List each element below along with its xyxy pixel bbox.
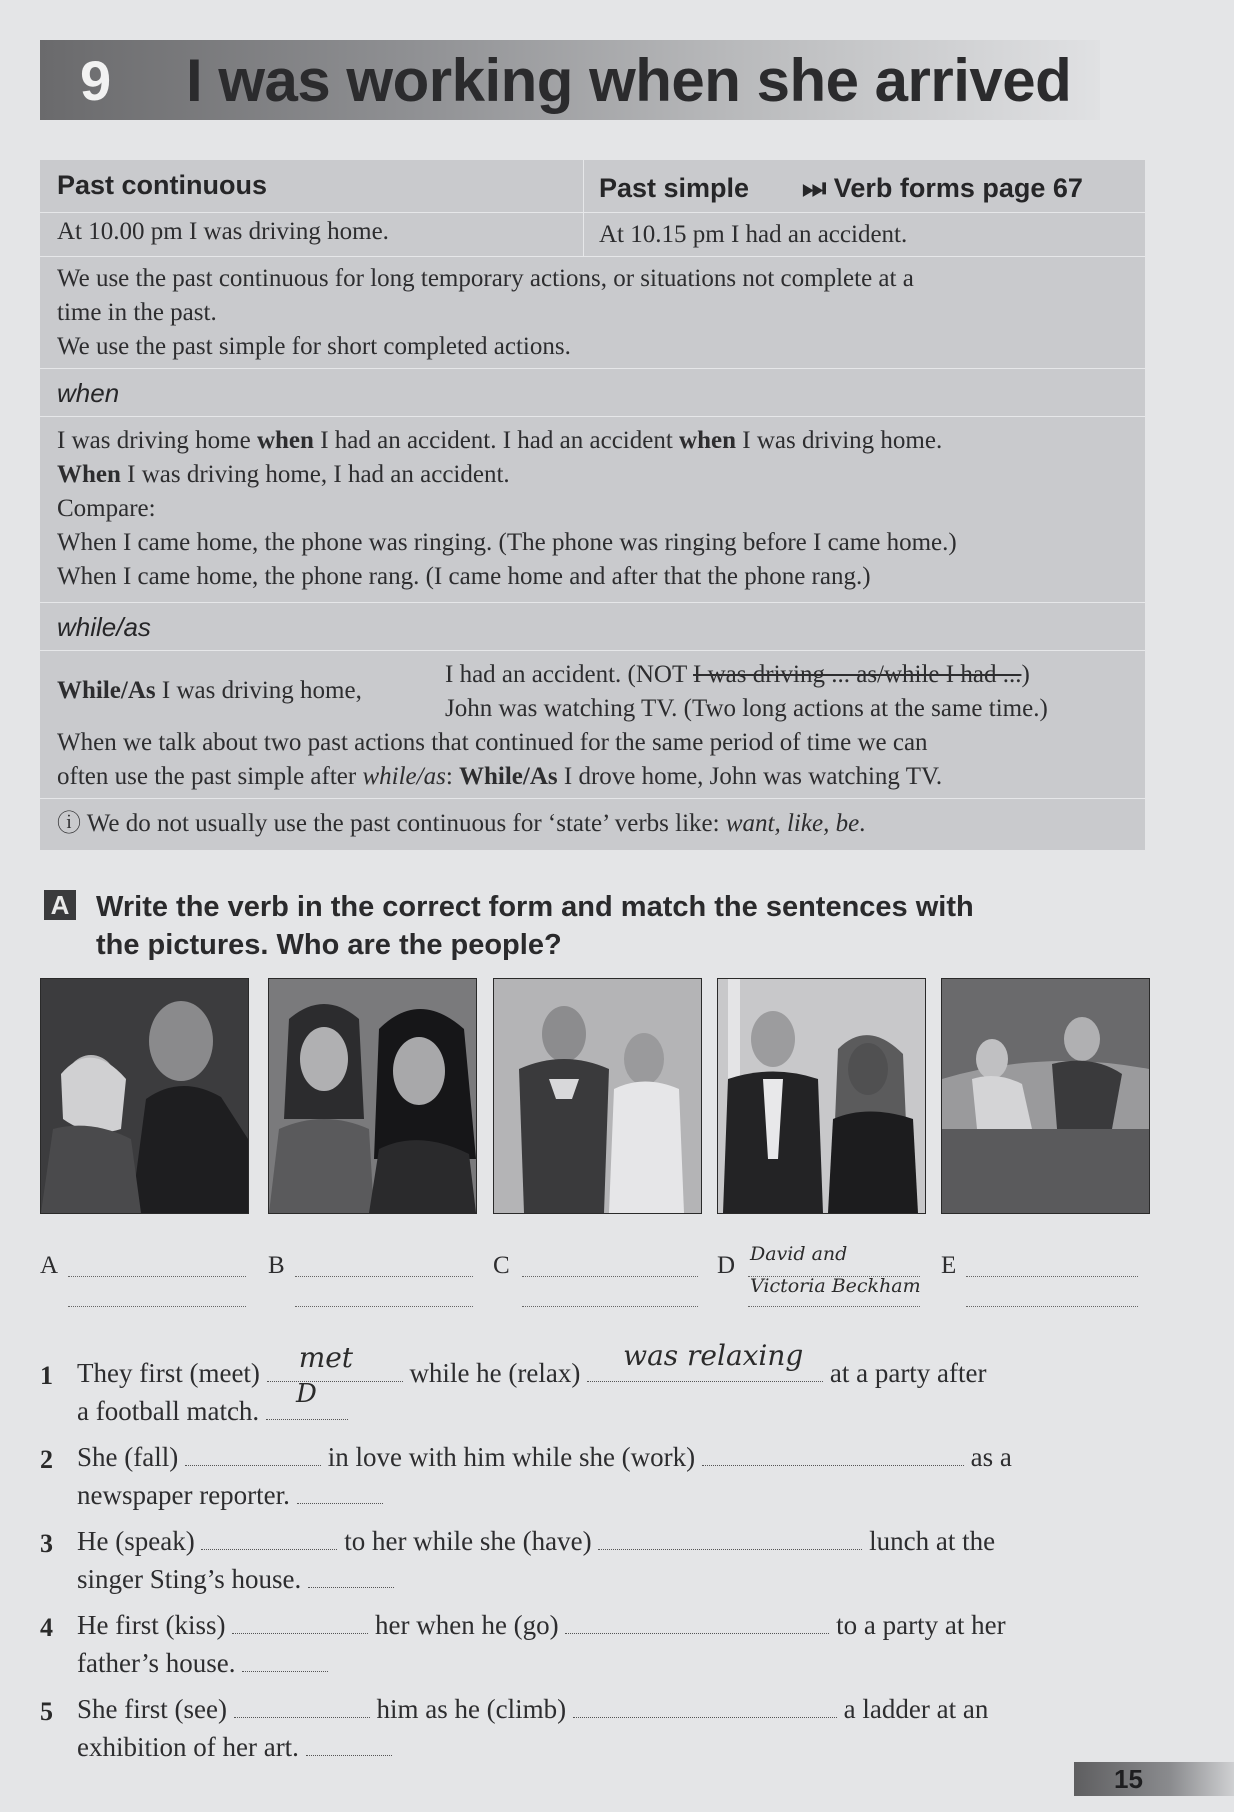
photo-b bbox=[268, 978, 477, 1214]
exercise-instruction bbox=[96, 888, 1146, 964]
note-line bbox=[57, 760, 942, 794]
when-heading-row bbox=[40, 368, 1145, 417]
question-text: newspaper reporter. bbox=[77, 1480, 290, 1510]
question-text: She first (see) bbox=[77, 1694, 227, 1724]
whileas-option: John was watching TV. (Two long actions at the same time.) bbox=[445, 695, 1048, 722]
answer-line-e[interactable] bbox=[966, 1276, 1138, 1277]
answer-blank[interactable] bbox=[234, 1695, 370, 1718]
answer-blank[interactable] bbox=[573, 1695, 837, 1718]
compare-example: When I came home, the phone was ringing. (The phone was ringing before I came home.) bbox=[57, 529, 957, 556]
italic-text: while/as bbox=[362, 763, 446, 790]
question-3-line1 bbox=[77, 1526, 995, 1557]
when-line bbox=[57, 458, 957, 492]
unit-title-bar bbox=[40, 40, 1100, 120]
photo-e bbox=[941, 978, 1150, 1214]
whileas-note bbox=[57, 726, 942, 794]
photo-a bbox=[40, 978, 249, 1214]
question-1-line2 bbox=[77, 1379, 348, 1427]
answer-d-line2: Victoria Beckham bbox=[750, 1275, 921, 1297]
question-text: in love with him while she (work) bbox=[327, 1442, 696, 1472]
answer-line-e[interactable] bbox=[966, 1306, 1138, 1307]
info-icon: ⓘ bbox=[57, 810, 81, 837]
when-content-row bbox=[40, 416, 1145, 603]
question-text: exhibition of her art. bbox=[77, 1732, 299, 1762]
answer-line-d[interactable] bbox=[748, 1306, 920, 1307]
picture-match-blank[interactable] bbox=[297, 1481, 383, 1504]
exercise-letter-badge: A bbox=[44, 890, 76, 920]
question-text: to a party at her bbox=[836, 1610, 1006, 1640]
struck-text: I was driving ... as/while I had ... bbox=[693, 661, 1022, 688]
question-text: her when he (go) bbox=[374, 1610, 559, 1640]
answer-line-c[interactable] bbox=[522, 1276, 698, 1277]
answer-label-d: D bbox=[717, 1252, 736, 1279]
answer-line-b[interactable] bbox=[295, 1306, 473, 1307]
whileas-heading-row bbox=[40, 602, 1145, 651]
photo-b-image bbox=[269, 979, 476, 1213]
photo-d bbox=[717, 978, 926, 1214]
answer-line-a[interactable] bbox=[68, 1276, 246, 1277]
question-text: father’s house. bbox=[77, 1648, 236, 1678]
question-text: as a bbox=[970, 1442, 1012, 1472]
note-line: When we talk about two past actions that continued for the same period of time we can bbox=[57, 729, 928, 756]
keyword: When bbox=[57, 461, 121, 488]
grammar-box bbox=[40, 160, 1145, 850]
text: I was driving home. bbox=[736, 427, 943, 454]
question-text: a ladder at an bbox=[843, 1694, 989, 1724]
question-2-line2 bbox=[77, 1480, 383, 1511]
question-text: singer Sting’s house. bbox=[77, 1564, 302, 1594]
handwritten-answer: was relaxing bbox=[623, 1339, 804, 1372]
question-number: 3 bbox=[40, 1529, 53, 1558]
keyword: While/As bbox=[459, 763, 558, 790]
usage-line: We use the past continuous for long temporary actions, or situations not complete at a bbox=[57, 265, 914, 292]
verb-forms-reference: ⏭ Verb forms page 67 bbox=[802, 173, 1083, 203]
picture-match-blank[interactable] bbox=[242, 1649, 328, 1672]
text: I had an accident. (NOT bbox=[445, 661, 694, 688]
answer-blank[interactable] bbox=[201, 1527, 337, 1550]
when-text bbox=[57, 424, 957, 594]
past-simple-heading: Past simple bbox=[599, 173, 750, 203]
answer-blank[interactable] bbox=[185, 1443, 321, 1466]
question-text: He first (kiss) bbox=[77, 1610, 226, 1640]
compare-label: Compare: bbox=[57, 495, 156, 522]
answer-blank[interactable] bbox=[587, 1339, 823, 1382]
answer-label-c: C bbox=[493, 1252, 510, 1279]
keyword: when bbox=[679, 427, 736, 454]
answer-blank[interactable] bbox=[702, 1443, 964, 1466]
question-text: She (fall) bbox=[77, 1442, 179, 1472]
answer-blank[interactable] bbox=[267, 1341, 403, 1382]
text: ) bbox=[1021, 661, 1030, 688]
text: I was driving home, I had an accident. bbox=[120, 461, 510, 488]
when-line bbox=[57, 424, 957, 458]
answer-d-line1: David and bbox=[750, 1243, 848, 1265]
italic-text: want, like, be bbox=[725, 810, 860, 837]
text: I was driving home, bbox=[155, 677, 362, 704]
unit-number: 9 bbox=[80, 48, 112, 112]
answer-blank[interactable] bbox=[598, 1527, 862, 1550]
example-past-continuous: At 10.00 pm I was driving home. bbox=[57, 218, 389, 245]
when-heading: when bbox=[57, 378, 120, 408]
text: . bbox=[859, 810, 866, 837]
question-text: a football match. bbox=[77, 1396, 260, 1426]
text: We do not usually use the past continuous for ‘state’ verbs like: bbox=[81, 810, 726, 837]
question-text: lunch at the bbox=[869, 1526, 996, 1556]
info-row bbox=[40, 798, 1145, 850]
answer-line-a[interactable] bbox=[68, 1306, 246, 1307]
text: often use the past simple after bbox=[57, 763, 363, 790]
question-1-line1 bbox=[77, 1339, 987, 1389]
answer-blank[interactable] bbox=[565, 1611, 829, 1634]
question-number: 2 bbox=[40, 1445, 53, 1474]
question-number: 1 bbox=[40, 1361, 53, 1390]
instruction-line: Write the verb in the correct form and match the sentences with bbox=[96, 891, 974, 923]
photo-c bbox=[493, 978, 702, 1214]
example-past-simple: At 10.15 pm I had an accident. bbox=[599, 221, 908, 248]
question-text: him as he (climb) bbox=[376, 1694, 567, 1724]
question-5-line2 bbox=[77, 1732, 392, 1763]
usage-line: time in the past. bbox=[57, 299, 217, 326]
answer-line-b[interactable] bbox=[295, 1276, 473, 1277]
photo-c-image bbox=[494, 979, 701, 1213]
question-text: to her while she (have) bbox=[344, 1526, 592, 1556]
grammar-head-row bbox=[40, 160, 1145, 213]
whileas-heading: while/as bbox=[57, 612, 151, 642]
photo-a-image bbox=[41, 979, 248, 1213]
keyword: when bbox=[256, 427, 314, 454]
answer-label-b: B bbox=[268, 1252, 285, 1279]
usage-text bbox=[57, 262, 914, 364]
text: I drove home, John was watching TV. bbox=[557, 763, 943, 790]
whileas-options bbox=[445, 658, 1048, 726]
whileas-option bbox=[445, 658, 1048, 692]
answer-blank[interactable] bbox=[232, 1611, 368, 1634]
answer-line-c[interactable] bbox=[522, 1306, 698, 1307]
question-number: 4 bbox=[40, 1613, 53, 1642]
question-text: He (speak) bbox=[77, 1526, 195, 1556]
answer-label-a: A bbox=[40, 1252, 59, 1279]
instruction-line: the pictures. Who are the people? bbox=[96, 929, 562, 961]
picture-match-blank[interactable] bbox=[306, 1733, 392, 1756]
question-text: They first (meet) bbox=[77, 1358, 260, 1388]
keyword: While/As bbox=[57, 677, 156, 704]
info-note bbox=[57, 807, 865, 841]
photo-e-image bbox=[942, 979, 1149, 1213]
question-4-line1 bbox=[77, 1610, 1006, 1641]
text: I had an accident. I had an accident bbox=[313, 427, 680, 454]
question-text: while he (relax) bbox=[409, 1358, 581, 1388]
picture-match-blank[interactable] bbox=[308, 1565, 394, 1588]
handwritten-answer: D bbox=[295, 1379, 317, 1409]
photo-d-image bbox=[718, 979, 925, 1213]
answer-label-e: E bbox=[941, 1252, 957, 1279]
whileas-main bbox=[57, 674, 362, 708]
question-4-line2 bbox=[77, 1648, 328, 1679]
unit-title: I was working when she arrived bbox=[186, 46, 1072, 114]
grammar-example-row bbox=[40, 212, 1145, 257]
question-2-line1 bbox=[77, 1442, 1012, 1473]
question-3-line2 bbox=[77, 1564, 394, 1595]
page-number: 15 bbox=[1114, 1764, 1143, 1794]
handwritten-answer: met bbox=[298, 1341, 354, 1374]
text: I was driving home bbox=[57, 427, 257, 454]
whileas-content-row bbox=[40, 650, 1145, 799]
page-number-tab bbox=[1074, 1762, 1234, 1796]
past-continuous-heading: Past continuous bbox=[57, 170, 268, 200]
usage-line: We use the past simple for short completed actions. bbox=[57, 333, 571, 360]
usage-row bbox=[40, 256, 1145, 369]
picture-match-blank[interactable] bbox=[266, 1379, 348, 1420]
question-text: at a party after bbox=[829, 1358, 987, 1388]
question-5-line1 bbox=[77, 1694, 988, 1725]
compare-example: When I came home, the phone rang. (I came home and after that the phone rang.) bbox=[57, 563, 871, 590]
question-number: 5 bbox=[40, 1697, 53, 1726]
text: : bbox=[445, 763, 460, 790]
